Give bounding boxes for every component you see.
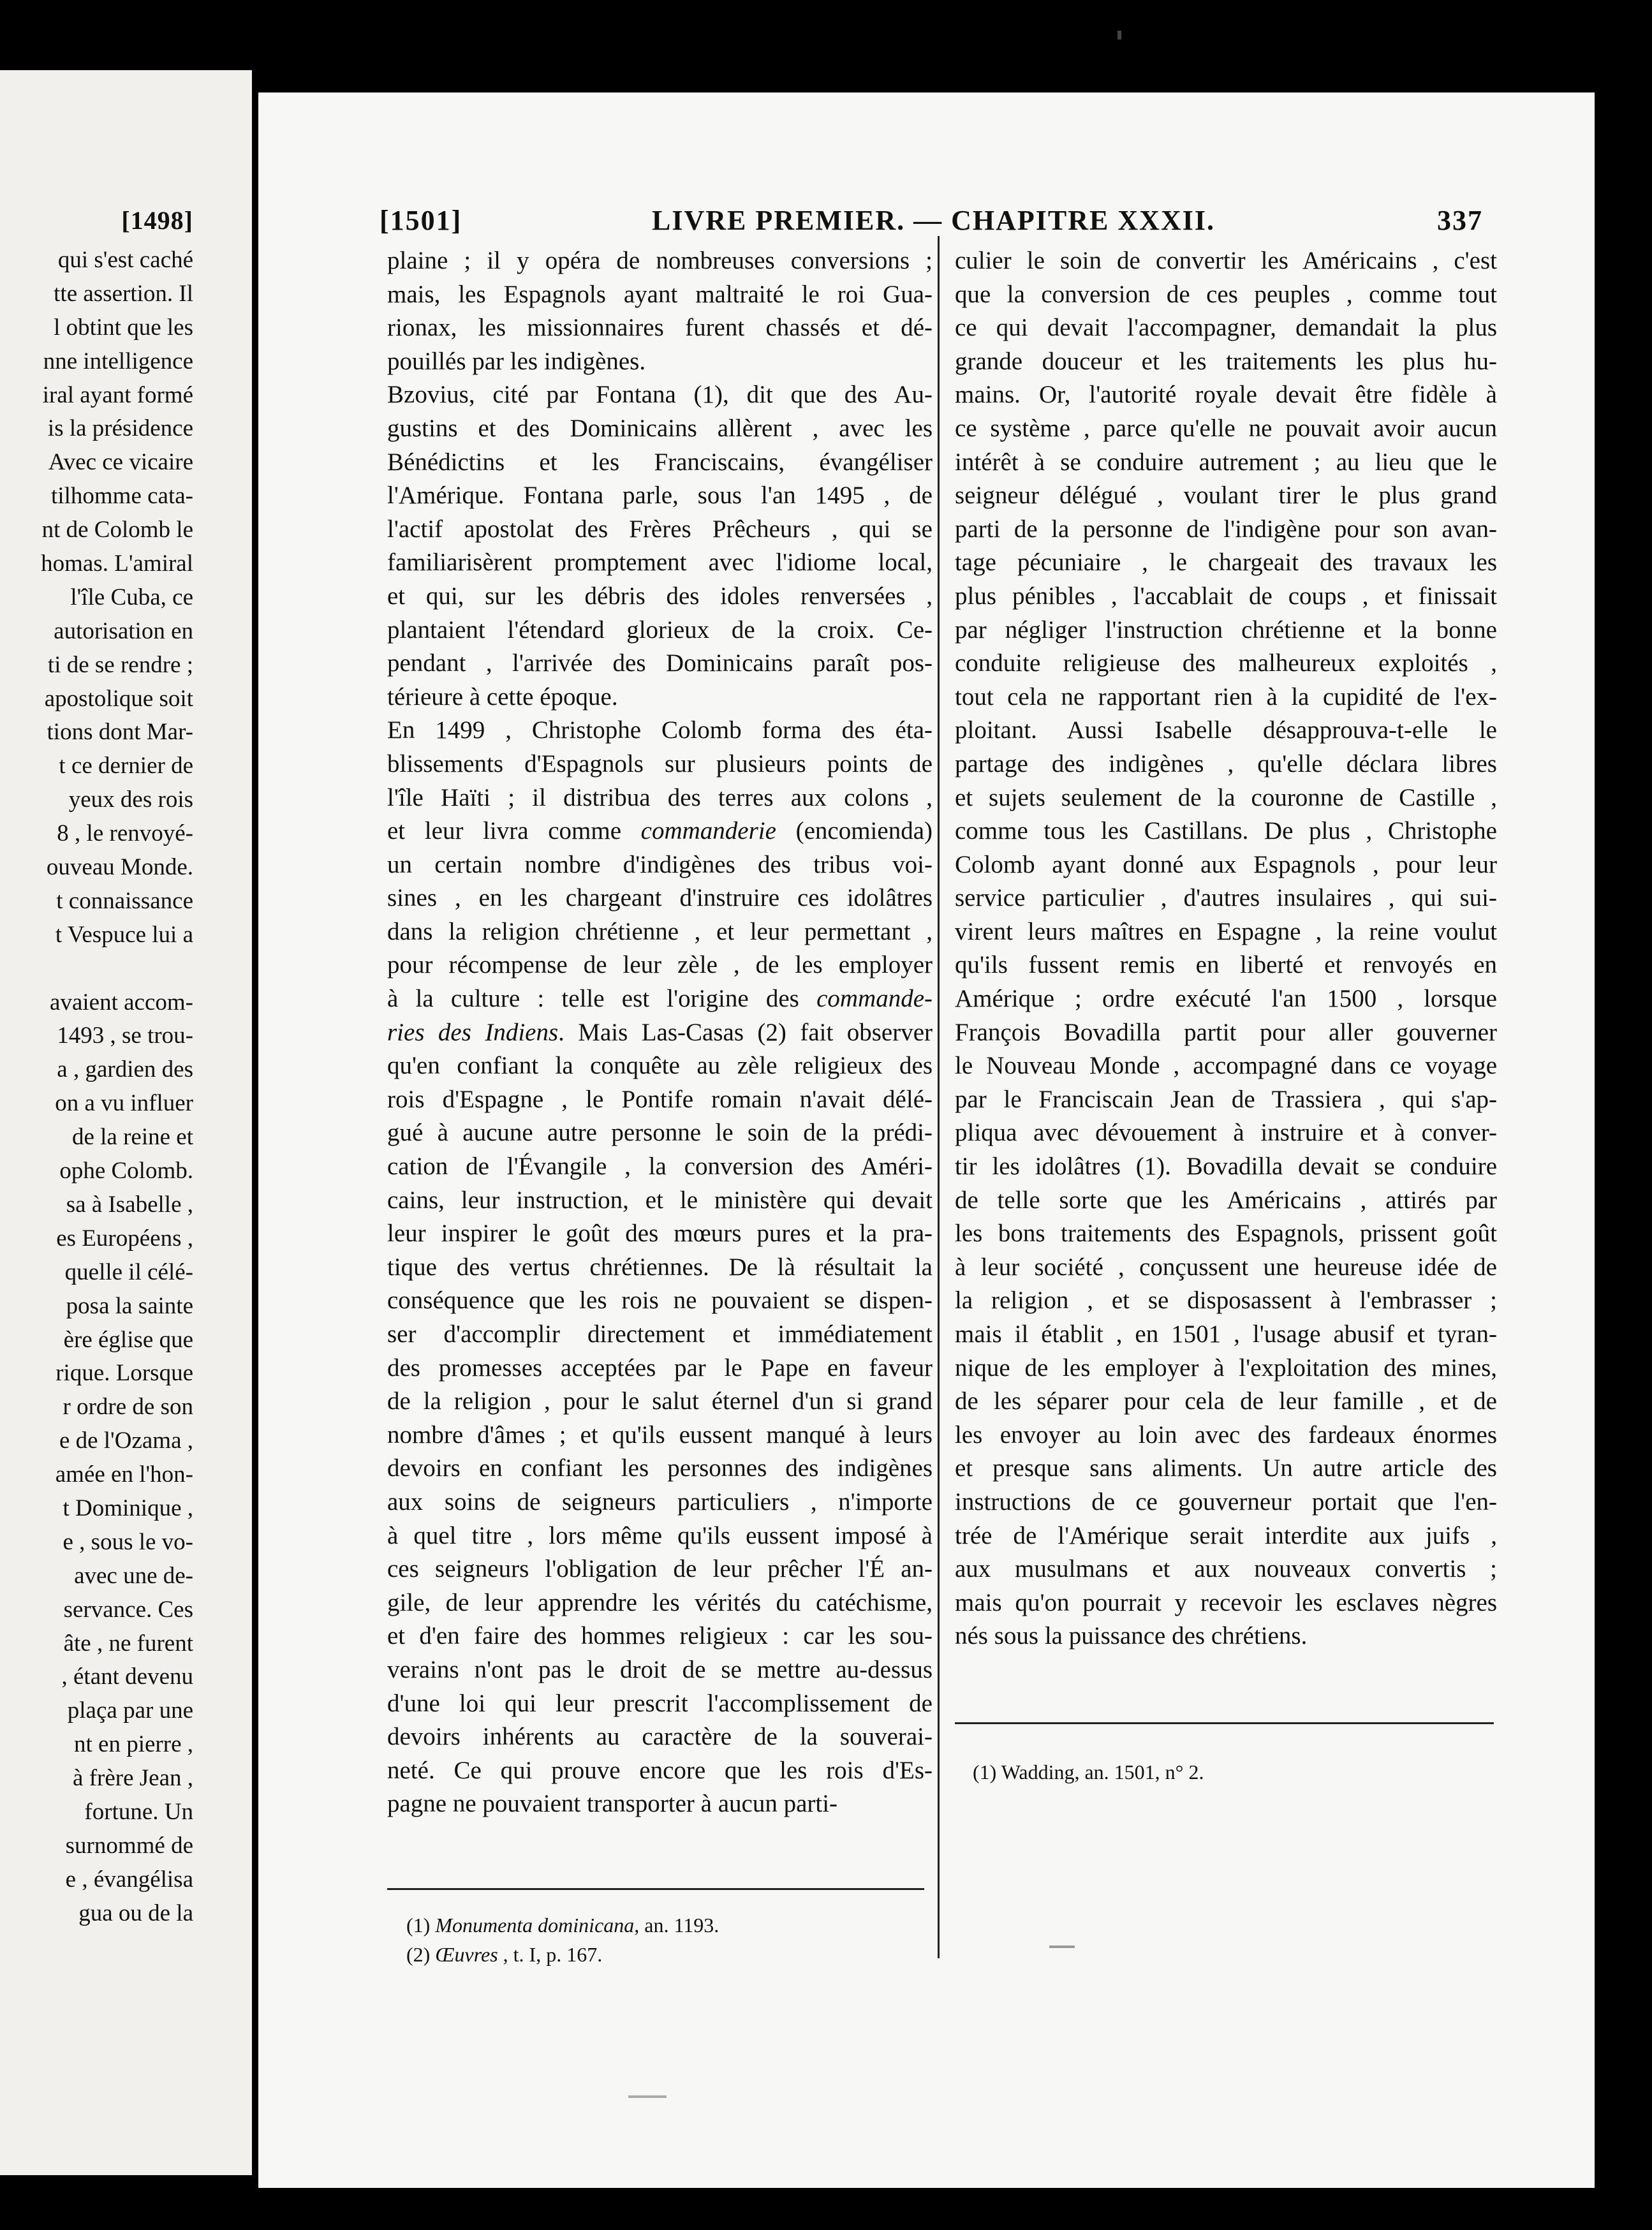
footnotes-left	[406, 1910, 719, 1969]
text-line: ser d'accomplir directement et immédiatement	[387, 1320, 933, 1348]
text-line: culier le soin de convertir les Américains , c'est	[955, 247, 1497, 274]
text-line: de les séparer pour cela de leur famille , et de	[955, 1387, 1497, 1415]
scan-speck	[1049, 1946, 1075, 1948]
text-column-left	[387, 244, 933, 1821]
text-line: mais il établit , en 1501 , l'usage abusif et tyran-	[955, 1320, 1497, 1348]
text-line: sines , en les chargeant d'instruire ces idolâtres	[387, 884, 933, 912]
text-line: et leur livra comme commanderie (encomienda)	[387, 817, 933, 845]
text-line: ce qui devait l'accompagner, demandait la plus	[955, 314, 1497, 342]
text-line: l'Amérique. Fontana parle, sous l'an 1495 , de	[387, 482, 933, 510]
footnote-rule-right	[955, 1722, 1494, 1724]
footnote-1-left: (1) Monumenta dominicana, an. 1193.	[406, 1914, 719, 1937]
text-line: service particulier , d'autres insulaires , qui sui-	[955, 884, 1497, 912]
text-line: qu'en confiant la conquête au zèle religieux des	[387, 1052, 933, 1080]
text-line: e , évangélisa	[65, 1866, 193, 1893]
text-line: pliqua avec dévouement à instruire et à conver-	[955, 1119, 1497, 1147]
text-line: quelle il célé-	[64, 1259, 193, 1285]
text-line: tte assertion. Il	[54, 280, 193, 307]
text-line: et sujets seulement de la couronne de Castille ,	[955, 783, 1497, 811]
text-line: rois d'Espagne , le Pontife romain n'avait délé-	[387, 1085, 933, 1113]
text-line: à leur société , conçussent une heureuse idée de	[955, 1253, 1497, 1281]
text-line: mains. Or, l'autorité royale devait être fidèle à	[955, 381, 1497, 409]
page-number: 337	[1437, 205, 1483, 236]
text-line: homas. L'amiral	[41, 550, 193, 577]
text-line: partage des indigènes , qu'elle déclara libres	[955, 749, 1497, 778]
text-line: plaça par une	[67, 1697, 193, 1724]
text-line: ouveau Monde.	[46, 854, 193, 881]
text-line: ploitant. Aussi Isabelle désapprouva-t-elle le	[955, 716, 1497, 744]
text-line: conséquence que les rois ne pouvaient se dispen-	[387, 1287, 933, 1315]
text-line: nique de les employer à l'exploitation des mines,	[955, 1354, 1497, 1382]
text-line: avec une de-	[74, 1562, 193, 1589]
text-line: es Européens ,	[56, 1225, 193, 1252]
text-line	[0, 952, 193, 986]
text-line: que la conversion de ces peuples , comme tout	[955, 280, 1497, 308]
text-line: avaient accom-	[50, 989, 193, 1015]
text-line: gustins et des Dominicains allèrent , avec les	[387, 414, 933, 442]
text-line: mais, les Espagnols ayant maltraité le roi Gua-	[387, 280, 933, 308]
text-line: neté. Ce qui prouve encore que les rois d'Es-	[387, 1756, 933, 1784]
text-line: seigneur délégué , voulant tirer le plus grand	[955, 482, 1497, 510]
text-line: familiarisèrent promptement avec l'idiome local,	[387, 549, 933, 577]
text-line: blissements d'Espagnols sur plusieurs points de	[387, 749, 933, 778]
text-line: fortune. Un	[84, 1798, 193, 1825]
text-line: mais qu'on pourrait y recevoir les esclaves nègres	[955, 1588, 1497, 1616]
text-line: pagne ne pouvaient transporter à aucun parti-	[387, 1790, 838, 1818]
text-line: t Dominique ,	[63, 1495, 193, 1521]
text-line: qui s'est caché	[57, 247, 193, 273]
text-line: l obtint que les	[54, 314, 193, 341]
text-line: e , sous le vo-	[63, 1528, 193, 1555]
text-line: l'actif apostolat des Frères Prêcheurs , qui se	[387, 515, 933, 543]
text-line: rionax, les missionnaires furent chassés et dé-	[387, 314, 933, 342]
text-line: pendant , l'arrivée des Dominicains paraît pos-	[387, 649, 933, 677]
text-line: Bénédictins et les Franciscains, évangéliser	[387, 448, 933, 476]
header-year: [1501]	[380, 205, 462, 236]
text-line: grande douceur et les traitements les plus hu-	[955, 347, 1497, 375]
text-line: par le Franciscain Jean de Trassiera , qui s'ap-	[955, 1085, 1497, 1113]
text-line: Amérique ; ordre exécuté l'an 1500 , lorsque	[955, 985, 1497, 1013]
left-page-fragment	[0, 70, 252, 2175]
text-line: leur inspirer le goût des mœurs pures et la pra-	[387, 1220, 933, 1248]
text-line: nombre d'âmes ; et qu'ils eussent manqué à leurs	[387, 1421, 933, 1449]
text-line: t connaissance	[56, 887, 193, 914]
text-line: ophe Colomb.	[59, 1158, 193, 1185]
text-line: d'une loi qui leur prescrit l'accomplissement de	[387, 1689, 933, 1717]
text-line: Bzovius, cité par Fontana (1), dit que des Au-	[387, 381, 933, 409]
text-line: tage pécuniaire , le chargeait des travaux les	[955, 549, 1497, 577]
text-line: tions dont Mar-	[47, 719, 193, 746]
text-line: ti de se rendre ;	[47, 651, 193, 678]
text-line: posa la sainte	[66, 1292, 193, 1319]
text-line: plantaient l'étendard glorieux de la croix. Ce-	[387, 616, 933, 644]
left-page-text	[0, 244, 193, 1931]
text-line: virent leurs maîtres en Espagne , la reine voulut	[955, 917, 1497, 945]
text-line: En 1499 , Christophe Colomb forma des éta-	[387, 716, 933, 744]
text-line: yeux des rois	[68, 786, 193, 813]
text-line: tique des vertus chrétiennes. De là résultait la	[387, 1253, 933, 1281]
text-line: is la présidence	[47, 415, 193, 442]
text-line: ries des Indiens. Mais Las-Casas (2) fait observer	[387, 1018, 933, 1046]
text-line: nés sous la puissance des chrétiens.	[955, 1622, 1308, 1650]
text-line: la religion , et se disposassent à l'embrasser ;	[955, 1287, 1497, 1315]
column-divider	[938, 236, 940, 1958]
text-line: autorisation en	[54, 617, 193, 644]
text-line: pouillés par les indigènes.	[387, 347, 646, 375]
text-line: aux soins de seigneurs particuliers , n'importe	[387, 1488, 933, 1516]
text-line: conduite religieuse des malheureux exploités ,	[955, 649, 1497, 677]
text-line: à quel titre , lors même qu'ils eussent imposé à	[387, 1521, 933, 1549]
scan-speck	[1117, 31, 1121, 40]
text-line: à frère Jean ,	[73, 1765, 193, 1792]
text-line: servance. Ces	[63, 1596, 193, 1623]
text-line: instructions de ce gouverneur portait que l'en-	[955, 1488, 1497, 1516]
text-line: devoirs en confiant les personnes des indigènes	[387, 1454, 933, 1482]
text-line: plus pénibles , l'accablait de coups , et finissait	[955, 582, 1497, 610]
text-column-right	[955, 244, 1497, 1653]
footnote-rule-left	[387, 1888, 924, 1890]
text-line: verains n'ont pas le droit de se mettre au-dessus	[387, 1655, 933, 1683]
text-line: t Vespuce lui a	[55, 921, 193, 948]
text-line: le Nouveau Monde , accompagné dans ce voyage	[955, 1052, 1497, 1080]
text-line: gua ou de la	[78, 1900, 193, 1926]
text-line: 8 , le renvoyé-	[57, 820, 193, 847]
text-line: gile, de leur apprendre les vérités du catéchisme,	[387, 1588, 933, 1616]
text-line: on a vu influer	[55, 1090, 193, 1117]
text-line: , étant devenu	[61, 1664, 193, 1690]
text-line: âte , ne furent	[63, 1630, 193, 1657]
text-line: François Bovadilla partit pour aller gouverner	[955, 1018, 1497, 1046]
text-line: l'île Cuba, ce	[70, 584, 193, 610]
text-line: un certain nombre d'indigènes des tribus voi-	[387, 850, 933, 878]
header-title: LIVRE PREMIER. — CHAPITRE XXXII.	[652, 205, 1215, 236]
text-line: ère église que	[63, 1326, 193, 1353]
text-line: les envoyer au loin avec des fardeaux énormes	[955, 1421, 1497, 1449]
text-line: et presque sans aliments. Un autre article des	[955, 1454, 1497, 1482]
text-line: de telle sorte que les Américains , attirés par	[955, 1186, 1497, 1214]
text-line: apostolique soit	[44, 685, 193, 712]
text-line: cation de l'Évangile , la conversion des Améri-	[387, 1153, 933, 1181]
text-line: tilhomme cata-	[51, 483, 193, 510]
text-line: de la religion , pour le salut éternel d'un si grand	[387, 1387, 933, 1415]
running-header	[380, 204, 1483, 242]
text-line: gué à aucune autre personne le soin de la prédi-	[387, 1119, 933, 1147]
text-line: tout cela ne rapportant rien à la cupidité de l'ex-	[955, 683, 1497, 711]
text-line: ces seigneurs l'obligation de leur prêcher l'É an-	[387, 1555, 933, 1583]
text-line: trée de l'Amérique serait interdite aux juifs ,	[955, 1521, 1497, 1549]
text-line: parti de la personne de l'indigène pour son avan-	[955, 515, 1497, 543]
text-line: t ce dernier de	[59, 753, 193, 779]
text-line: Avec ce vicaire	[48, 449, 193, 476]
text-line: aux musulmans et aux nouveaux convertis ;	[955, 1555, 1497, 1583]
text-line: rique. Lorsque	[55, 1360, 193, 1387]
text-line: tir les idolâtres (1). Bovadilla devait se conduire	[955, 1153, 1497, 1181]
text-line: sa à Isabelle ,	[66, 1191, 193, 1218]
text-line: comme tous les Castillans. De plus , Christophe	[955, 817, 1497, 845]
text-line: dans la religion chrétienne , et leur permettant ,	[387, 917, 933, 945]
text-line: surnommé de	[65, 1832, 193, 1859]
footnote-1-right: (1) Wadding, an. 1501, n° 2.	[973, 1761, 1204, 1783]
text-line: ce système , parce qu'elle ne pouvait avoir aucun	[955, 414, 1497, 442]
left-page-header: [1498]	[121, 206, 193, 235]
text-line: cains, leur instruction, et le ministère qui devait	[387, 1186, 933, 1214]
footnote-2-left: (2) Œuvres , t. I, p. 167.	[406, 1943, 603, 1966]
text-line: Colomb ayant donné aux Espagnols , pour leur	[955, 850, 1497, 878]
text-line: des promesses acceptées par le Pape en faveur	[387, 1354, 933, 1382]
text-line: a , gardien des	[57, 1056, 193, 1083]
text-line: pour récompense de leur zèle , de les employer	[387, 951, 933, 979]
text-line: nt en pierre ,	[74, 1731, 193, 1758]
scan-speck	[628, 2095, 667, 2098]
text-line: nt de Colomb le	[41, 517, 193, 543]
text-line: r ordre de son	[63, 1394, 193, 1421]
text-line: et qui, sur les débris des idoles renversées ,	[387, 582, 933, 610]
text-line: térieure à cette époque.	[387, 683, 618, 711]
text-line: par négliger l'instruction chrétienne et la bonne	[955, 616, 1497, 644]
text-line: de la reine et	[71, 1124, 193, 1151]
text-line: e de l'Ozama ,	[59, 1428, 193, 1454]
text-line: devoirs inhérents au caractère de la souverai-	[387, 1723, 933, 1751]
footnotes-right	[973, 1757, 1204, 1787]
text-line: amée en l'hon-	[55, 1461, 193, 1488]
text-line: 1493 , se trou-	[57, 1023, 193, 1049]
text-line: les bons traitements des Espagnols, prissent goût	[955, 1220, 1497, 1248]
text-line: qu'ils fussent remis en liberté et renvoyés en	[955, 951, 1497, 979]
text-line: plaine ; il y opéra de nombreuses conversions ;	[387, 247, 933, 274]
text-line: et d'en faire des hommes religieux : car les sou-	[387, 1622, 933, 1650]
text-line: l'île Haïti ; il distribua des terres aux colons ,	[387, 783, 933, 811]
text-line: à la culture : telle est l'origine des commande-	[387, 985, 933, 1013]
text-line: intérêt à se conduire autrement ; au lieu que le	[955, 448, 1497, 476]
text-line: iral ayant formé	[42, 381, 193, 408]
text-line: nne intelligence	[43, 348, 193, 374]
